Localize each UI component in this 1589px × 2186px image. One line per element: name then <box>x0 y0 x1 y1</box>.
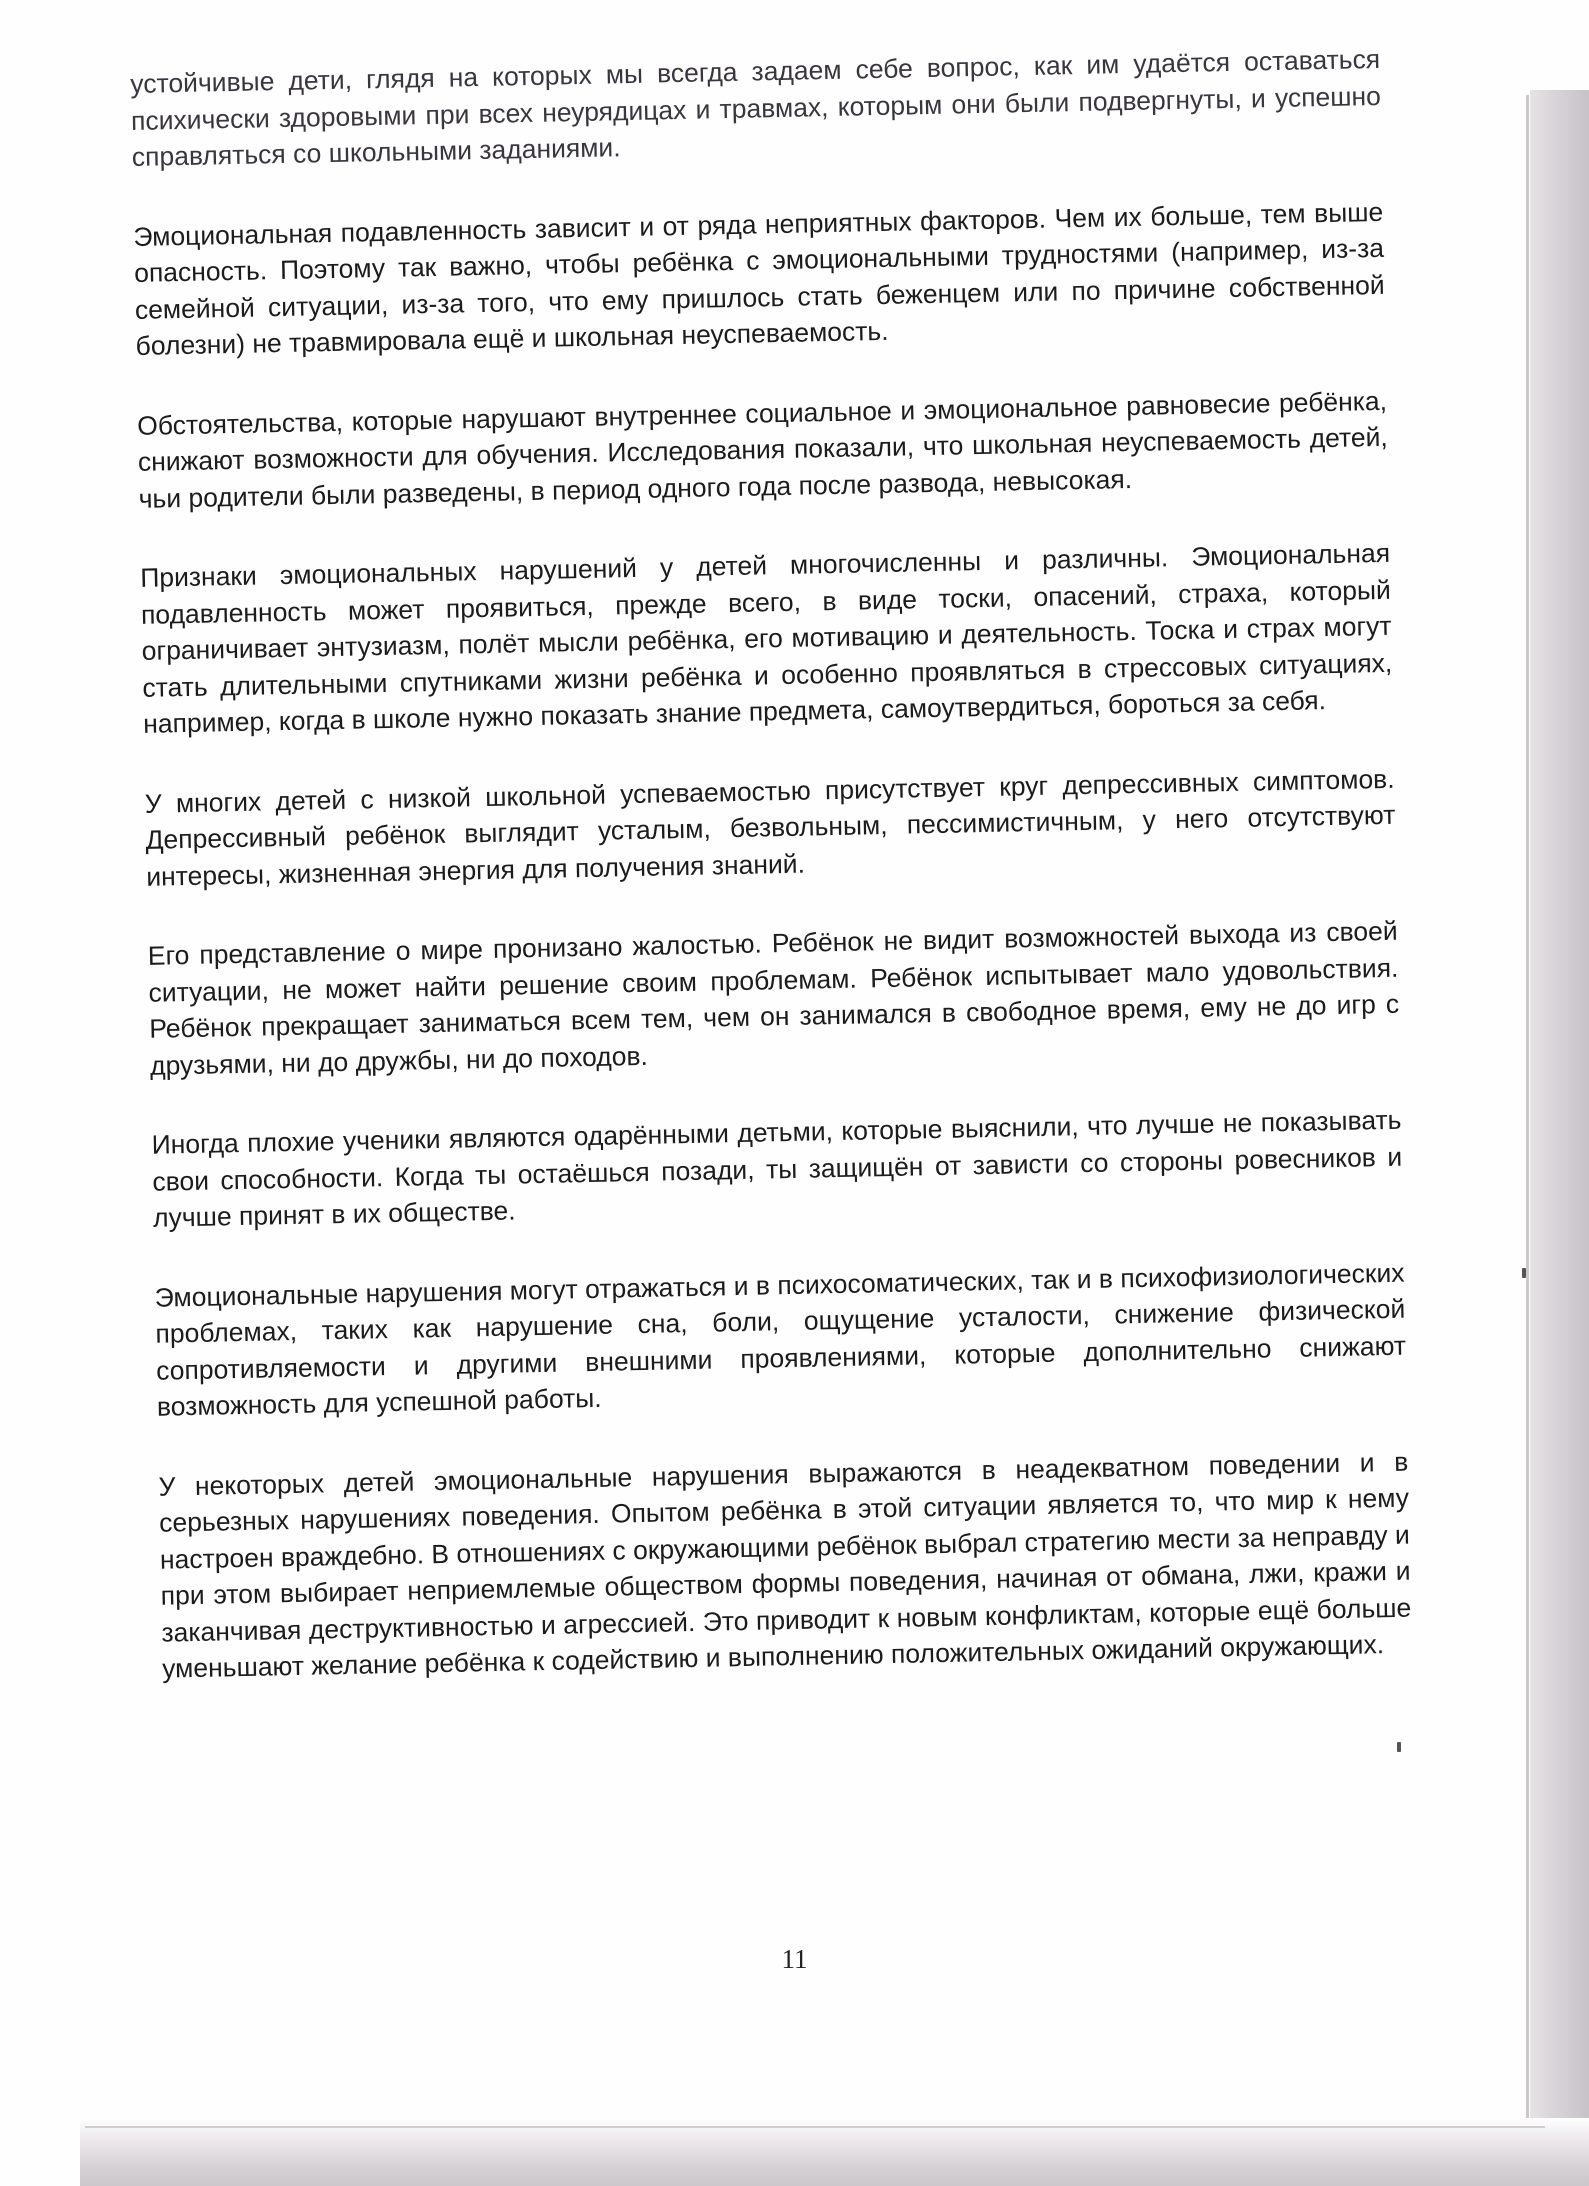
scan-edge-bottom <box>80 2118 1589 2186</box>
scan-edge-right-line <box>1526 95 1529 2135</box>
body-text <box>130 41 1413 1730</box>
page-number: 11 <box>781 1944 808 1974</box>
scan-edge-right <box>1530 90 1589 2140</box>
paragraph: Обстоятельства, которые нарушают внутреннее социальное и эмоциональное равновесие ребёнка, снижают возможности для обучения. Исследования показали, что школьная неуспеваемость детей, чьи родители были разведены, в период одного года после развода, невысокая. <box>136 385 1388 514</box>
paragraph: У многих детей с низкой школьной успеваемостью присутствует круг депрессивных симптомов. Депрессивный ребёнок выглядит усталым, безвольным, пессимистичным, у него отсутствуют интересы, жизненная энергия для получения знаний. <box>144 763 1396 892</box>
stray-mark <box>1522 1268 1526 1278</box>
paragraph: устойчивые дети, глядя на которых мы всегда задаем себе вопрос, как им удаётся оставаться психически здоровыми при всех неурядицах и травмах, которым они были подвергнуты, и успешно справляться со школьными заданиями. <box>130 43 1382 172</box>
paragraph: Эмоциональные нарушения могут отражаться и в психосоматических, так и в психофизиологических проблемах, таких как нарушение сна, боли, ощущение усталости, снижение физической сопротивляемости и другими внешними проявлениями, которые дополнительно снижают возможность для успешной работы. <box>154 1257 1407 1422</box>
scan-edge-bottom-line <box>85 2126 1545 2128</box>
paragraph: Признаки эмоциональных нарушений у детей многочисленны и различны. Эмоциональная подавленность может проявиться, прежде всего, в виде тоски, опасений, страха, который ограничивает энтузиазм, полёт мысли ребёнка, его мотивацию и деятельность. Тоска и страх могут стать длительными спутниками жизни ребёнка и особенно проявляться в стрессовых ситуациях, например, когда в школе нужно показать знание предмета, самоутвердиться, бороться за себя. <box>139 537 1393 739</box>
stray-mark <box>1397 1742 1401 1752</box>
paragraph: Иногда плохие ученики являются одарёнными детьми, которые выяснили, что лучше не показывать свои способности. Когда ты остаёшься позади, ты защищён от зависти со стороны ровесников и лучше принят в их обществе. <box>151 1104 1403 1233</box>
paragraph: Эмоциональная подавленность зависит и от ряда неприятных факторов. Чем их больше, тем выше опасность. Поэтому так важно, чтобы ребёнка с эмоциональными трудностями (например, из-за семейной ситуации, из-за того, что ему пришлось стать беженцем или по причине собственной болезни) не травмировала ещё и школьная неуспеваемость. <box>133 196 1385 361</box>
paragraph: Его представление о мире пронизано жалостью. Ребёнок не видит возможностей выхода из своей ситуации, не может найти решение своим проблемам. Ребёнок испытывает мало удовольствия. Ребёнок прекращает заниматься всем тем, чем он занимался в свободное время, ему не до игр с друзьями, ни до дружбы, ни до походов. <box>147 915 1400 1081</box>
paragraph: У некоторых детей эмоциональные нарушения выражаются в неадекватном поведении и в серьезных нарушениях поведения. Опытом ребёнка в этой ситуации является то, что мир к нему настроен враждебно. В отношениях с окружающими ребёнок выбрал стратегию мести за неправду и при этом выбирает неприемлемые обществом формы поведения, начиная от обмана, лжи, кражи и заканчивая деструктивностью и агрессией. Это приводит к новым конфликтам, которые ещё больше уменьшают желание ребёнка к содействию и выполнению положительных ожиданий окружающих. <box>158 1446 1412 1684</box>
